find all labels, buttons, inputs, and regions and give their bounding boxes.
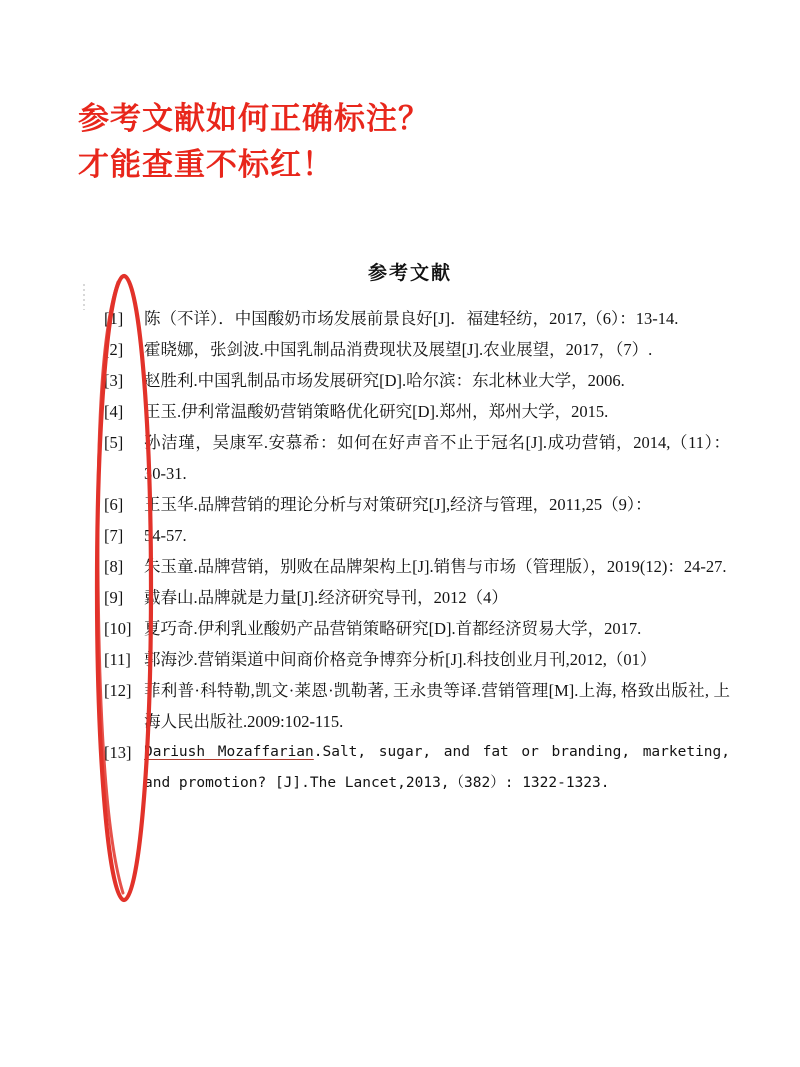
reference-text: 赵胜利.中国乳制品市场发展研究[D].哈尔滨：东北林业大学，2006. — [144, 371, 625, 390]
reference-item — [0, 582, 800, 613]
reference-text: 54-57. — [144, 526, 187, 545]
reference-text: 夏巧奇.伊利乳业酸奶产品营销策略研究[D].首都经济贸易大学，2017. — [144, 619, 642, 638]
reference-number: [8] — [104, 557, 124, 576]
references-document — [0, 258, 800, 799]
reference-number: [11] — [104, 650, 131, 669]
reference-item — [0, 427, 800, 489]
reference-text: 郭海沙.营销渠道中间商价格竞争博弈分析[J].科技创业月刊,2012,（01） — [144, 650, 657, 669]
page-title: 参考文献 — [367, 262, 452, 284]
reference-item — [0, 613, 800, 644]
headline-line-1: 参考文献如何正确标注？ — [78, 101, 430, 137]
reference-item — [0, 365, 800, 396]
reference-number: [9] — [104, 588, 124, 607]
reference-item — [0, 303, 800, 334]
reference-item — [0, 551, 800, 582]
reference-text: 孙洁瑾，吴康军.安慕希：如何在好声音不止于冠名[J].成功营销，2014,（11）：30-31. — [144, 433, 730, 483]
reference-number: [6] — [104, 495, 124, 514]
reference-number: [1] — [104, 309, 124, 328]
reference-number: [10] — [104, 619, 132, 638]
reference-text: 王玉华.品牌营销的理论分析与对策研究[J],经济与管理，2011,25（9）： — [144, 495, 652, 514]
reference-item — [0, 489, 800, 520]
reference-number: [2] — [104, 340, 124, 359]
reference-item — [0, 520, 800, 551]
headline-line-2: 才能查重不标红！ — [78, 147, 334, 183]
reference-list — [0, 303, 800, 799]
page-margin-marks — [83, 284, 85, 310]
reference-number: [7] — [104, 526, 124, 545]
reference-item — [0, 334, 800, 365]
reference-text: 王玉.伊利常温酸奶营销策略优化研究[D].郑州，郑州大学，2015. — [144, 402, 609, 421]
reference-number: [4] — [104, 402, 124, 421]
reference-text: 陈（不详）．中国酸奶市场发展前景良好[J]．福建轻纺，2017,（6）：13-14. — [144, 309, 679, 328]
underlined-author-name: Dariush Mozaffarian — [144, 744, 314, 760]
reference-number: [3] — [104, 371, 124, 390]
reference-text: 菲利普·科特勒,凯文·莱恩·凯勒著, 王永贵等译.营销管理[M].上海, 格致出版社, 上海人民出版社.2009:102-115. — [144, 681, 730, 731]
reference-item — [0, 737, 800, 799]
reference-text: 戴春山.品牌就是力量[J].经济研究导刊，2012（4） — [144, 588, 508, 607]
reference-item — [0, 396, 800, 427]
reference-item — [0, 644, 800, 675]
reference-item — [0, 675, 800, 737]
reference-text: 霍晓娜，张剑波.中国乳制品消费现状及展望[J].农业展望，2017，（7）. — [144, 340, 653, 359]
reference-number: [13] — [104, 743, 132, 762]
reference-text: Dariush Mozaffarian.Salt, sugar, and fat or branding, marketing, and promotion? [J].The Lancet,2013,（382）: 1322-1323. — [144, 744, 730, 791]
reference-number: [5] — [104, 433, 124, 452]
headline-block — [78, 96, 718, 188]
reference-text: 朱玉童.品牌营销，别败在品牌架构上[J].销售与市场（管理版），2019(12)：24-27. — [144, 557, 727, 576]
reference-number: [12] — [104, 681, 132, 700]
